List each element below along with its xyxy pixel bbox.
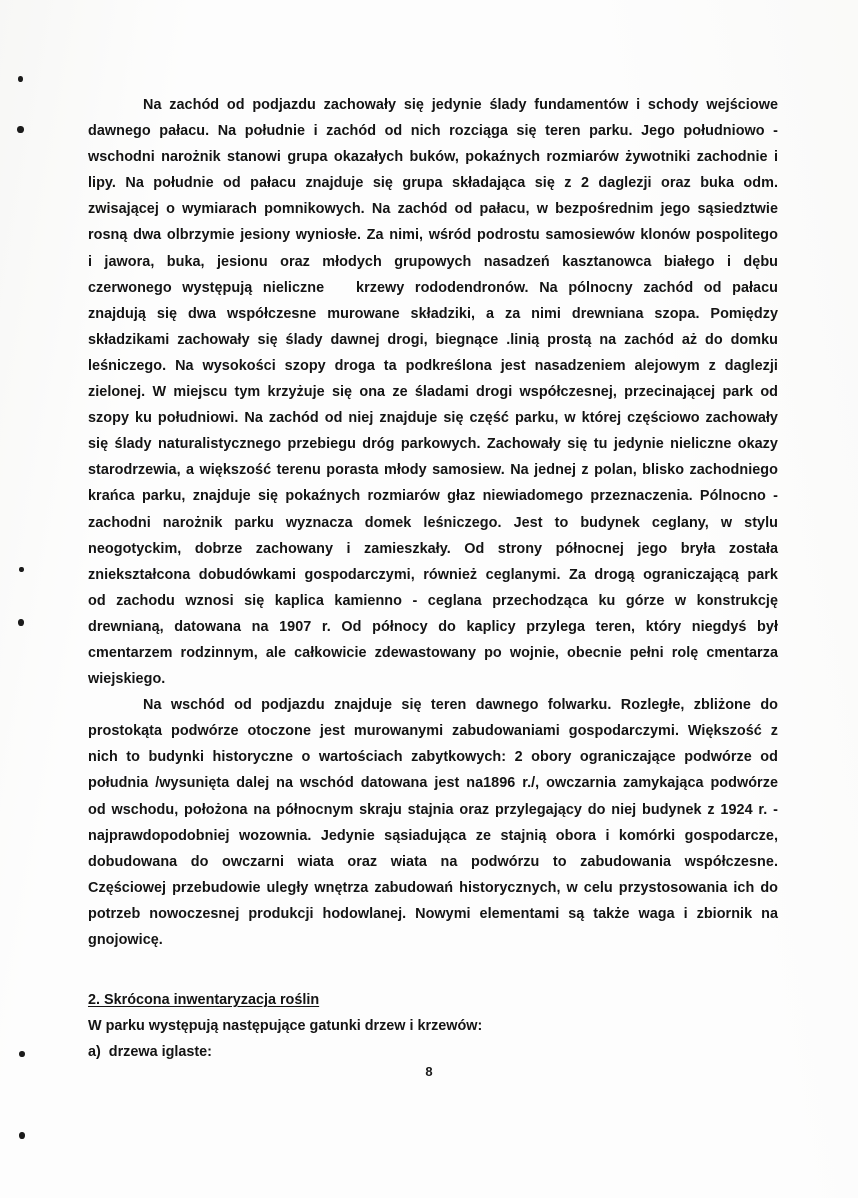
text-line: wschodni narożnik stanowi grupa okazałych buków, pokaźnych rozmiarów żywotniki zachodnie i bbox=[88, 149, 778, 166]
text-line: Na wschód od podjazdu znajduje się teren dawnego folwarku. Rozległe, zbliżone do bbox=[143, 697, 778, 714]
scan-speck bbox=[19, 1132, 25, 1139]
scan-speck bbox=[18, 76, 23, 82]
paragraph-1 bbox=[88, 92, 778, 692]
text-line: lipy. Na południe od pałacu znajduje się grupa składająca się z 2 daglezji oraz buka odm. bbox=[88, 175, 778, 192]
text-line: starodrzewia, a większość terenu porasta młody samosiew. Na jednej z polan, blisko zachodniego bbox=[88, 462, 778, 479]
text-line: południa /wysunięta dalej na wschód datowana jest na1896 r./, owczarnia zamykająca podwórze bbox=[88, 775, 778, 792]
text-line: prostokąta podwórze otoczone jest murowanymi zabudowaniami gospodarczymi. Większość z bbox=[88, 723, 778, 740]
text-line: zachodni narożnik parku wyznacza domek leśniczego. Jest to budynek ceglany, w stylu bbox=[88, 514, 778, 531]
text-line: potrzeb nowoczesnej produkcji hodowlanej. Nowymi elementami są także waga i zbiornik na bbox=[88, 905, 778, 922]
text-line: Częściowej przebudowie uległy wnętrza zabudowań historycznych, w celu przystosowania ich do bbox=[88, 879, 778, 896]
text-line: zwisającej o wymiarach pomnikowych. Na zachód od pałacu, w bezpośrednim jego sąsiedztwie bbox=[88, 201, 778, 218]
text-line: i jawora, buka, jesionu oraz młodych grupowych nasadzeń kasztanowca białego i dębu bbox=[88, 253, 778, 270]
text-line: drewnianą, datowana na 1907 r. Od północy do kaplicy przylega teren, który niegdyś był bbox=[88, 618, 778, 635]
text-line: najprawdopodobniej wozownia. Jedynie sąsiadująca ze stajnią obora i komórki gospodarcze, bbox=[88, 827, 778, 844]
scan-speck bbox=[18, 619, 24, 626]
section-heading-text: 2. Skrócona inwentaryzacja roślin bbox=[88, 992, 320, 1009]
text-line: się ślady naturalistycznego przebiegu dróg parkowych. Zachowały się tu jedynie nieliczne okazy bbox=[88, 436, 778, 453]
text-line: nich to budynki historyczne o wartościach zabytkowych: 2 obory ograniczające podwórze od bbox=[88, 749, 778, 766]
text-line: dawnego pałacu. Na południe i zachód od nich rozciąga się teren parku. Jego południowo - bbox=[88, 123, 778, 140]
text-line: gnojowicę. bbox=[88, 932, 163, 948]
text-line: Na zachód od podjazdu zachowały się jedynie ślady fundamentów i schody wejściowe bbox=[143, 97, 778, 113]
paragraph-2 bbox=[88, 692, 778, 953]
list-item-a: a) drzewa iglaste: bbox=[88, 1044, 212, 1061]
text-line: znajdują się dwa współczesne murowane składziki, a za nimi drewniana szopa. Pomiędzy bbox=[88, 305, 778, 322]
text-line: zniekształcona dobudówkami gospodarczymi, również ceglanymi. Za drogą ograniczającą park bbox=[88, 566, 778, 583]
section-spacer bbox=[88, 953, 778, 987]
text-line: wiejskiego. bbox=[88, 671, 166, 688]
text-line: od zachodu wznosi się kaplica kamienno - ceglana przechodząca ku górze w konstrukcję bbox=[88, 592, 778, 609]
text-line: krańca parku, znajduje się pokaźnych rozmiarów głaz niewiadomego przeznaczenia. Pólnocno - bbox=[88, 488, 778, 505]
text-line: leśniczego. Na wysokości szopy droga ta podkreślona jest nasadzeniem alejowym z daglezji bbox=[88, 357, 778, 374]
page-number: 8 bbox=[425, 1064, 433, 1079]
text-line: cmentarzem rodzinnym, ale całkowicie zdewastowany po wojnie, obecnie pełni rolę cmentarza bbox=[88, 644, 778, 661]
text-line: czerwonego występują nieliczne krzewy rododendronów. Na pólnocny zachód od pałacu bbox=[88, 279, 778, 296]
scan-speck bbox=[19, 1051, 25, 1057]
text-line: zielonej. W miejscu tym krzyżuje się ona ze śladami drogi współczesnej, przecinającej park od bbox=[88, 384, 778, 401]
text-line: dobudowana do owczarni wiata oraz wiata na podwórzu to zabudowania współczesne. bbox=[88, 853, 778, 870]
section-heading bbox=[88, 987, 778, 1013]
text-line: rosną dwa olbrzymie jesiony wyniosłe. Za nimi, wśród podrostu samosiewów klonów pospolitego bbox=[88, 227, 778, 244]
scan-speck bbox=[17, 126, 24, 133]
page-content bbox=[88, 92, 778, 1065]
scan-speck bbox=[19, 567, 24, 572]
text-line: szopy ku południowi. Na zachód od niej znajduje się część parku, w której częściowo zachowały bbox=[88, 410, 778, 427]
text-line: składzikami zachowały się ślady dawnej drogi, biegnące .linią prostą na zachód aż do domku bbox=[88, 331, 778, 348]
text-line: neogotyckim, dobrze zachowany i zamieszkały. Od strony północnej jego bryła została bbox=[88, 540, 778, 557]
text-line: od wschodu, położona na północnym skraju stajnia oraz przylegający do niej budynek z 1924 r. - bbox=[88, 801, 778, 818]
section-intro: W parku występują następujące gatunki drzew i krzewów: bbox=[88, 1018, 483, 1035]
